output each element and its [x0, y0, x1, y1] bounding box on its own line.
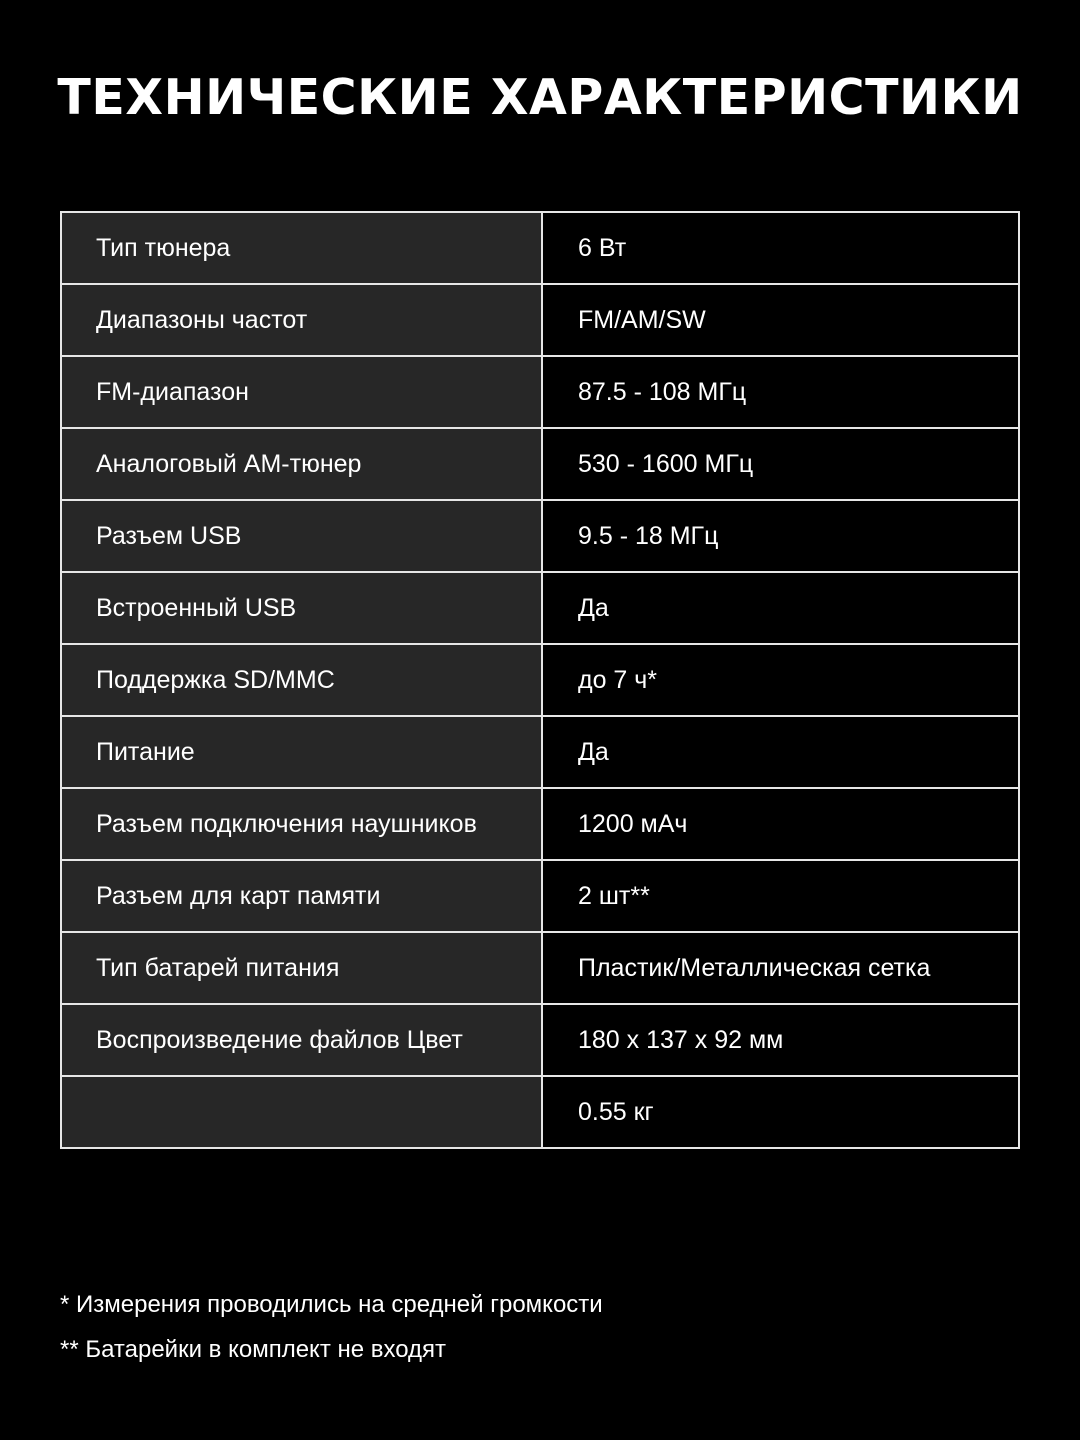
- spec-value: 180 x 137 x 92 мм: [578, 1026, 784, 1054]
- spec-label: Аналоговый АМ-тюнер: [96, 450, 362, 478]
- spec-value: Да: [578, 738, 609, 766]
- footnote: * Измерения проводились на средней громкости: [60, 1291, 603, 1318]
- spec-label-cell: [62, 789, 541, 861]
- spec-value: 9.5 - 18 МГц: [578, 522, 719, 550]
- spec-label-cell: [62, 1005, 541, 1077]
- spec-value: 2 шт**: [578, 882, 650, 910]
- spec-label-cell: [62, 933, 541, 1005]
- footnote: ** Батарейки в комплект не входят: [60, 1336, 447, 1363]
- spec-label: Разъем подключения наушников: [96, 810, 477, 838]
- spec-label: Встроенный USB: [96, 594, 297, 622]
- spec-label-cell: [62, 501, 541, 573]
- spec-label: Поддержка SD/MMC: [96, 666, 335, 694]
- spec-value-cell: [543, 717, 1018, 789]
- spec-label: FM-диапазон: [96, 378, 249, 406]
- spec-value-cell: [543, 285, 1018, 357]
- spec-value-cell: [543, 429, 1018, 501]
- spec-value: 530 - 1600 МГц: [578, 450, 754, 478]
- spec-value: Да: [578, 594, 609, 622]
- spec-value: до 7 ч*: [578, 666, 658, 694]
- spec-label-cell: [62, 573, 541, 645]
- spec-table: [60, 211, 1020, 1149]
- spec-label: Разъем для карт памяти: [96, 882, 381, 910]
- spec-label-cell: [62, 861, 541, 933]
- spec-label-cell: [62, 1077, 541, 1149]
- spec-label-cell: [62, 213, 541, 285]
- spec-value-cell: [543, 933, 1018, 1005]
- spec-label-cell: [62, 645, 541, 717]
- spec-label: Диапазоны частот: [96, 306, 308, 334]
- footnotes: [60, 1290, 1020, 1380]
- spec-value-column: [543, 213, 1018, 1147]
- spec-value-cell: [543, 573, 1018, 645]
- spec-value: 6 Вт: [578, 234, 627, 262]
- spec-label-cell: [62, 429, 541, 501]
- spec-label: Питание: [96, 738, 195, 766]
- spec-value-cell: [543, 1077, 1018, 1149]
- spec-label-cell: [62, 285, 541, 357]
- spec-label: Разъем USB: [96, 522, 242, 550]
- spec-value-cell: [543, 861, 1018, 933]
- spec-value-cell: [543, 213, 1018, 285]
- spec-value-cell: [543, 789, 1018, 861]
- spec-value-cell: [543, 645, 1018, 717]
- spec-value-cell: [543, 357, 1018, 429]
- spec-label: Тип тюнера: [96, 234, 231, 262]
- spec-label-column: [62, 213, 541, 1147]
- spec-value: 0.55 кг: [578, 1098, 654, 1126]
- spec-value: FM/AM/SW: [578, 306, 706, 334]
- spec-label-cell: [62, 357, 541, 429]
- spec-label: Тип батарей питания: [96, 954, 340, 982]
- spec-value: Пластик/Металлическая сетка: [578, 954, 931, 982]
- page-title: ТЕХНИЧЕСКИЕ ХАРАКТЕРИСТИКИ: [57, 69, 1023, 126]
- spec-label: Воспроизведение файлов Цвет: [96, 1026, 463, 1054]
- spec-value-cell: [543, 1005, 1018, 1077]
- spec-value: 1200 мАч: [578, 810, 688, 838]
- spec-value: 87.5 - 108 МГц: [578, 378, 747, 406]
- spec-label-cell: [62, 717, 541, 789]
- spec-value-cell: [543, 501, 1018, 573]
